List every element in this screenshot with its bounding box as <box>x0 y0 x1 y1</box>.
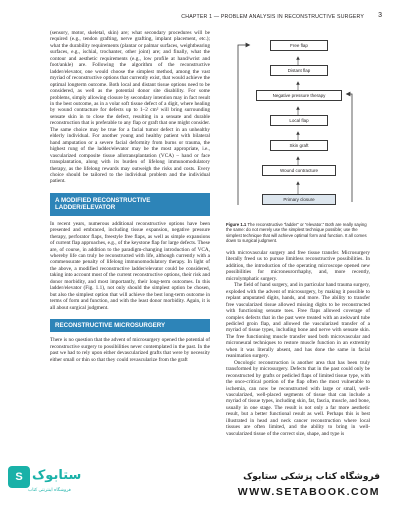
right-column <box>226 250 370 437</box>
intro-paragraph: (sensory, motor, skeletal, skin) are; what secondary procedures will be required (e.g., tendon grafting, nerve grafting, implant placement, etc.); what the durability requirements (plantar or palmar surfaces, weightbearing surfaces, e.g., ischial, trochanter, other joint) are; and finally, what the contour and aesthetic requirements (e.g., low profile at hand/wrist and foot/ankle) are. Following the algorithm of the reconstructive ladder/elevator, one would choose the simplest method, among the vast myriad of reconstructive options that currently exist, that would achieve the optimal longterm outcome. Both local and distant tissue options need to be considered, as well as the potential donor site disability. For some problems, simply allowing closure by secondary intention may in fact result in the best outcome, as in a volar soft tissue defect of a digit, where healing by wound contracture for defects up to 1–2 cm² will bring surrounding sensate skin in to close the defect, resulting in a sensate and durable reconstruction that is preferable to any flap or graft that one might consider. The same choice may be true for a facial tumor defect in an unhealthy elderly individual. For another young and healthy patient with bilateral hand amputation or a severe facial deformity from burns or trauma, the highest rung of the ladder/elevator may be the most appropriate, i.e., vascularized composite tissue allotransplantation (VCA) – hand or face transplantation, along with its burden of lifelong immunomodulatory therapy, as the lifelong rewards may outweigh the risks and costs. Every choice should be tailored to the individual problem and the individual patient. <box>50 30 210 185</box>
section-heading-microsurgery: RECONSTRUCTIVE MICROSURGERY <box>50 319 210 332</box>
logo-wordmark: ستابوک <box>32 468 82 483</box>
section-heading-modified-ladder: A MODIFIED RECONSTRUCTIVE LADDER/ELEVATOR <box>50 193 210 216</box>
rung-wound-contracture: Wound contracture <box>262 165 336 176</box>
reconstructive-ladder-figure <box>226 30 370 216</box>
chapter-title: CHAPTER 1 — PROBLEM ANALYSIS IN RECONSTRUCTIVE SURGERY <box>181 14 364 20</box>
figure-caption-text: The reconstructive “ladder” or “elevator.” Both are really saying the same: do not merely use the simplest technique possible; use the simplest technique that will achieve optimal form and function. It all comes down to surgical judgment. <box>226 222 367 243</box>
page-number: 3 <box>378 12 382 19</box>
left-elevator-arrow <box>238 45 248 205</box>
right-paragraph-2: The field of hand surgery, and in particular hand trauma surgery, exploded with the advent of microsurgery, by making it possible to replant amputated digits, hands, and more. The ability to transfer free vascularized tissue allowed missing digits to be reconstructed with functioning sensate toes. Free flaps allowed coverage of complex defects that in the past were treated with an awkward tube pedicled groin flap, and allowed the vascularized transfer of a myriad of tissue types, including bone and nerve with sensate skin. The free functioning muscle transfer used both microvascular and microneural techniques to restore muscle function in an extremity when it was literally absent, and has done the same in facial reanimation surgery. <box>226 282 370 360</box>
logo-subtitle: فروشگاه اینترنتی کتاب <box>28 488 71 493</box>
footer-watermark <box>210 472 380 498</box>
rung-primary-closure: Primary closure <box>262 194 336 205</box>
figure-label: Figure 1.1 <box>226 222 247 227</box>
rung-skin-graft: Skin graft <box>270 140 328 151</box>
microsurgery-paragraph: There is no question that the advent of microsurgery opened the potential of reconstructive surgery to possibilities never contemplated in the past. In the past we had to rely upon either devascularized grafts that were by necessity either small or thin so that they could revascularize from the graft <box>50 337 210 363</box>
footer-website-link[interactable]: WWW.SETABOOK.COM <box>237 486 380 498</box>
rung-free-flap: Free flap <box>270 40 328 51</box>
setabook-logo[interactable] <box>6 466 82 506</box>
right-elevator-arrow <box>348 94 352 202</box>
rung-distant-flap: Distant flap <box>270 65 328 76</box>
figure-caption <box>226 222 370 243</box>
modified-ladder-paragraph: In recent years, numerous additional reconstructive options have been presented and embraced, including tissue expansion, negative pressure therapy, perforator flaps, freestyle free flaps, as well as simple expansions of current flap approaches, e.g., of the keystone flap for large defects. These are, of course, in addition to the paradigm-changing introduction of VCA, whereby life can truly be reconstructed with life, although currently with a commensurate penalty of lifelong immunomodulatory therapy. In light of the above, a modified reconstructive ladder/elevator could be considered, taking into account most of the current reconstructive options, their risk and donor morbidity, and most importantly, their long-term outcomes. In this ladder/elevator (Fig. 1.1), not only should the simplest option be chosen, but also the simplest option that will achieve the best long-term outcome in terms of form and function, and with the least donor morbidity. Again, it is all about surgical judgment. <box>50 220 210 311</box>
footer-store-name: فروشگاه کتاب پزشکی ستابوک <box>243 472 380 482</box>
rung-negative-pressure-therapy: Negative pressure therapy <box>256 90 342 101</box>
right-paragraph-3: Oncologic reconstruction is another area that has been truly transformed by microsurgery. Defects that in the past could only be reconstructed by grafts or pedicled flaps of limited tissue type, with the once-critical portion of the flap often the most vulnerable to ischemia, can now be reconstructed with large or small, well-vascularized, well-placed segments of tissue that can include a myriad of tissue types, including skin, fat, fascia, muscle, and bone, usually in one stage. The result is not only a far more aesthetic result, but a better functional result as well. Perhaps this is best illustrated in head and neck cancer reconstruction where local tissues are often limited, and the ability to bring in well-vascularized tissue of the correct size, shape, and type is <box>226 359 370 437</box>
page-header <box>0 0 400 26</box>
rung-local-flap: Local flap <box>270 115 328 126</box>
left-column <box>50 30 210 363</box>
right-paragraph-1: with microvascular surgery and free tissue transfer. Microsurgery literally freed us to pursue limitless reconstructive possibilities. In addition, the introduction of the operating microscope opened new possibilities for microneurorrhaphy, and, more recently, microlymphatic surgery. <box>226 250 370 282</box>
logo-mark-icon: S <box>8 466 30 488</box>
